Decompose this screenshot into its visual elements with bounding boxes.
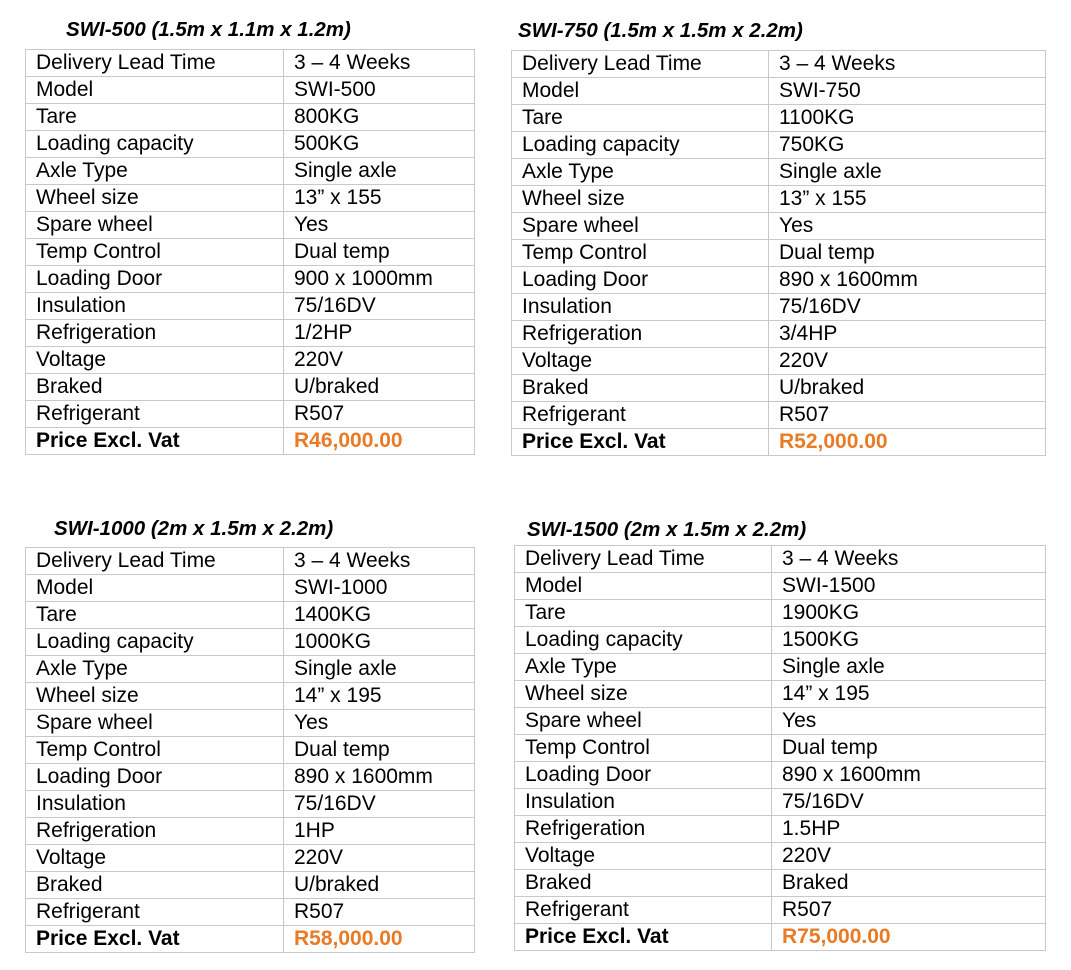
spec-value: Single axle	[769, 159, 1046, 186]
spec-label: Wheel size	[26, 185, 284, 212]
spec-label: Delivery Lead Time	[515, 546, 772, 573]
spec-label: Spare wheel	[26, 212, 284, 239]
table-row	[26, 185, 475, 212]
spec-value: Single axle	[284, 158, 475, 185]
spec-value: 3 – 4 Weeks	[284, 548, 475, 575]
spec-value: 75/16DV	[284, 791, 475, 818]
table-row	[515, 762, 1046, 789]
spec-value: R507	[772, 897, 1046, 924]
table-row	[512, 267, 1046, 294]
spec-value: SWI-750	[769, 78, 1046, 105]
table-row	[26, 347, 475, 374]
table-row	[512, 375, 1046, 402]
price-label: Price Excl. Vat	[512, 429, 769, 456]
table-row	[515, 546, 1046, 573]
spec-label: Braked	[512, 375, 769, 402]
spec-value: U/braked	[769, 375, 1046, 402]
spec-value: 220V	[284, 347, 475, 374]
table-row	[26, 683, 475, 710]
spec-value: Dual temp	[284, 737, 475, 764]
spec-value: 500KG	[284, 131, 475, 158]
spec-label: Refrigeration	[26, 818, 284, 845]
spec-label: Model	[512, 78, 769, 105]
spec-label: Delivery Lead Time	[26, 548, 284, 575]
spec-label: Model	[515, 573, 772, 600]
price-value: R58,000.00	[284, 926, 475, 953]
spec-label: Axle Type	[26, 158, 284, 185]
price-row	[512, 429, 1046, 456]
spec-label: Axle Type	[515, 654, 772, 681]
spec-value: 750KG	[769, 132, 1046, 159]
table-row	[26, 602, 475, 629]
spec-table	[25, 547, 475, 953]
table-row	[512, 78, 1046, 105]
table-row	[515, 789, 1046, 816]
spec-label: Refrigerant	[26, 401, 284, 428]
spec-label: Refrigeration	[515, 816, 772, 843]
spec-value: 900 x 1000mm	[284, 266, 475, 293]
table-row	[26, 239, 475, 266]
table-row	[515, 573, 1046, 600]
price-row	[26, 926, 475, 953]
table-row	[26, 401, 475, 428]
table-row	[26, 293, 475, 320]
table-row	[512, 159, 1046, 186]
price-label: Price Excl. Vat	[26, 428, 284, 455]
spec-label: Model	[26, 77, 284, 104]
spec-label: Spare wheel	[26, 710, 284, 737]
spec-label: Braked	[515, 870, 772, 897]
spec-value: 1100KG	[769, 105, 1046, 132]
spec-value: 13” x 155	[769, 186, 1046, 213]
table-row	[26, 872, 475, 899]
spec-label: Tare	[515, 600, 772, 627]
spec-label: Loading Door	[26, 266, 284, 293]
spec-label: Axle Type	[26, 656, 284, 683]
table-row	[26, 656, 475, 683]
spec-value: 1000KG	[284, 629, 475, 656]
spec-value: U/braked	[284, 374, 475, 401]
spec-title: SWI-1500 (2m x 1.5m x 2.2m)	[527, 518, 807, 541]
spec-value: SWI-1500	[772, 573, 1046, 600]
spec-value: Single axle	[772, 654, 1046, 681]
spec-label: Temp Control	[26, 737, 284, 764]
spec-label: Spare wheel	[512, 213, 769, 240]
spec-label: Voltage	[515, 843, 772, 870]
price-value: R52,000.00	[769, 429, 1046, 456]
spec-value: 220V	[772, 843, 1046, 870]
table-row	[515, 870, 1046, 897]
spec-table	[514, 545, 1046, 951]
table-row	[26, 131, 475, 158]
spec-value: R507	[284, 401, 475, 428]
table-row	[512, 321, 1046, 348]
price-value: R75,000.00	[772, 924, 1046, 951]
table-row	[512, 402, 1046, 429]
spec-value: 75/16DV	[284, 293, 475, 320]
spec-value: 890 x 1600mm	[284, 764, 475, 791]
table-row	[26, 266, 475, 293]
spec-label: Axle Type	[512, 159, 769, 186]
spec-value: 1900KG	[772, 600, 1046, 627]
price-row	[515, 924, 1046, 951]
spec-value: 1HP	[284, 818, 475, 845]
spec-table	[25, 49, 475, 455]
spec-label: Loading capacity	[515, 627, 772, 654]
table-row	[512, 240, 1046, 267]
spec-value: Yes	[769, 213, 1046, 240]
spec-table	[511, 50, 1046, 456]
table-row	[515, 627, 1046, 654]
table-row	[26, 575, 475, 602]
spec-value: 220V	[284, 845, 475, 872]
table-row	[26, 791, 475, 818]
spec-label: Refrigeration	[26, 320, 284, 347]
spec-value: R507	[284, 899, 475, 926]
spec-title: SWI-500 (1.5m x 1.1m x 1.2m)	[66, 18, 351, 41]
spec-label: Loading capacity	[26, 629, 284, 656]
price-value: R46,000.00	[284, 428, 475, 455]
table-row	[26, 50, 475, 77]
spec-label: Refrigeration	[512, 321, 769, 348]
spec-label: Loading Door	[26, 764, 284, 791]
table-row	[515, 600, 1046, 627]
spec-label: Wheel size	[26, 683, 284, 710]
spec-value: 1/2HP	[284, 320, 475, 347]
table-row	[515, 681, 1046, 708]
spec-value: Dual temp	[772, 735, 1046, 762]
spec-label: Braked	[26, 872, 284, 899]
table-row	[512, 105, 1046, 132]
spec-label: Refrigerant	[26, 899, 284, 926]
table-row	[26, 374, 475, 401]
table-row	[26, 737, 475, 764]
spec-label: Temp Control	[26, 239, 284, 266]
table-row	[515, 816, 1046, 843]
table-row	[512, 348, 1046, 375]
spec-label: Spare wheel	[515, 708, 772, 735]
spec-value: 14” x 195	[772, 681, 1046, 708]
spec-label: Tare	[512, 105, 769, 132]
spec-value: Yes	[772, 708, 1046, 735]
spec-label: Temp Control	[515, 735, 772, 762]
spec-label: Insulation	[515, 789, 772, 816]
spec-value: R507	[769, 402, 1046, 429]
spec-value: 3/4HP	[769, 321, 1046, 348]
spec-value: 3 – 4 Weeks	[284, 50, 475, 77]
table-row	[26, 548, 475, 575]
table-row	[515, 897, 1046, 924]
spec-value: Dual temp	[284, 239, 475, 266]
spec-value: 13” x 155	[284, 185, 475, 212]
spec-label: Wheel size	[512, 186, 769, 213]
spec-label: Loading capacity	[512, 132, 769, 159]
table-row	[26, 77, 475, 104]
spec-value: 3 – 4 Weeks	[769, 51, 1046, 78]
table-row	[26, 899, 475, 926]
spec-label: Insulation	[26, 791, 284, 818]
price-label: Price Excl. Vat	[26, 926, 284, 953]
spec-value: Single axle	[284, 656, 475, 683]
spec-label: Model	[26, 575, 284, 602]
spec-value: 1.5HP	[772, 816, 1046, 843]
table-row	[26, 710, 475, 737]
spec-label: Insulation	[512, 294, 769, 321]
table-row	[512, 186, 1046, 213]
spec-value: Yes	[284, 212, 475, 239]
spec-label: Loading capacity	[26, 131, 284, 158]
spec-value: Dual temp	[769, 240, 1046, 267]
spec-value: 75/16DV	[769, 294, 1046, 321]
table-row	[512, 294, 1046, 321]
table-row	[515, 843, 1046, 870]
spec-value: Braked	[772, 870, 1046, 897]
spec-label: Refrigerant	[512, 402, 769, 429]
spec-value: 3 – 4 Weeks	[772, 546, 1046, 573]
spec-label: Loading Door	[515, 762, 772, 789]
spec-label: Tare	[26, 104, 284, 131]
spec-value: 1400KG	[284, 602, 475, 629]
table-row	[26, 629, 475, 656]
spec-value: 800KG	[284, 104, 475, 131]
price-label: Price Excl. Vat	[515, 924, 772, 951]
table-row	[515, 708, 1046, 735]
table-row	[26, 158, 475, 185]
table-row	[512, 132, 1046, 159]
spec-label: Braked	[26, 374, 284, 401]
spec-value: 220V	[769, 348, 1046, 375]
spec-label: Delivery Lead Time	[26, 50, 284, 77]
table-row	[512, 213, 1046, 240]
spec-value: Yes	[284, 710, 475, 737]
spec-label: Refrigerant	[515, 897, 772, 924]
table-row	[26, 320, 475, 347]
spec-value: SWI-500	[284, 77, 475, 104]
table-row	[26, 818, 475, 845]
spec-label: Tare	[26, 602, 284, 629]
table-row	[26, 845, 475, 872]
spec-label: Wheel size	[515, 681, 772, 708]
spec-value: 14” x 195	[284, 683, 475, 710]
spec-label: Temp Control	[512, 240, 769, 267]
table-row	[26, 764, 475, 791]
table-row	[515, 735, 1046, 762]
table-row	[26, 104, 475, 131]
price-row	[26, 428, 475, 455]
table-row	[515, 654, 1046, 681]
spec-label: Voltage	[26, 845, 284, 872]
spec-value: 75/16DV	[772, 789, 1046, 816]
spec-value: U/braked	[284, 872, 475, 899]
spec-value: SWI-1000	[284, 575, 475, 602]
spec-label: Delivery Lead Time	[512, 51, 769, 78]
spec-title: SWI-1000 (2m x 1.5m x 2.2m)	[54, 517, 334, 540]
table-row	[26, 212, 475, 239]
spec-title: SWI-750 (1.5m x 1.5m x 2.2m)	[518, 19, 803, 42]
spec-label: Insulation	[26, 293, 284, 320]
spec-value: 890 x 1600mm	[769, 267, 1046, 294]
spec-label: Voltage	[512, 348, 769, 375]
spec-value: 890 x 1600mm	[772, 762, 1046, 789]
table-row	[512, 51, 1046, 78]
spec-label: Loading Door	[512, 267, 769, 294]
spec-value: 1500KG	[772, 627, 1046, 654]
spec-label: Voltage	[26, 347, 284, 374]
